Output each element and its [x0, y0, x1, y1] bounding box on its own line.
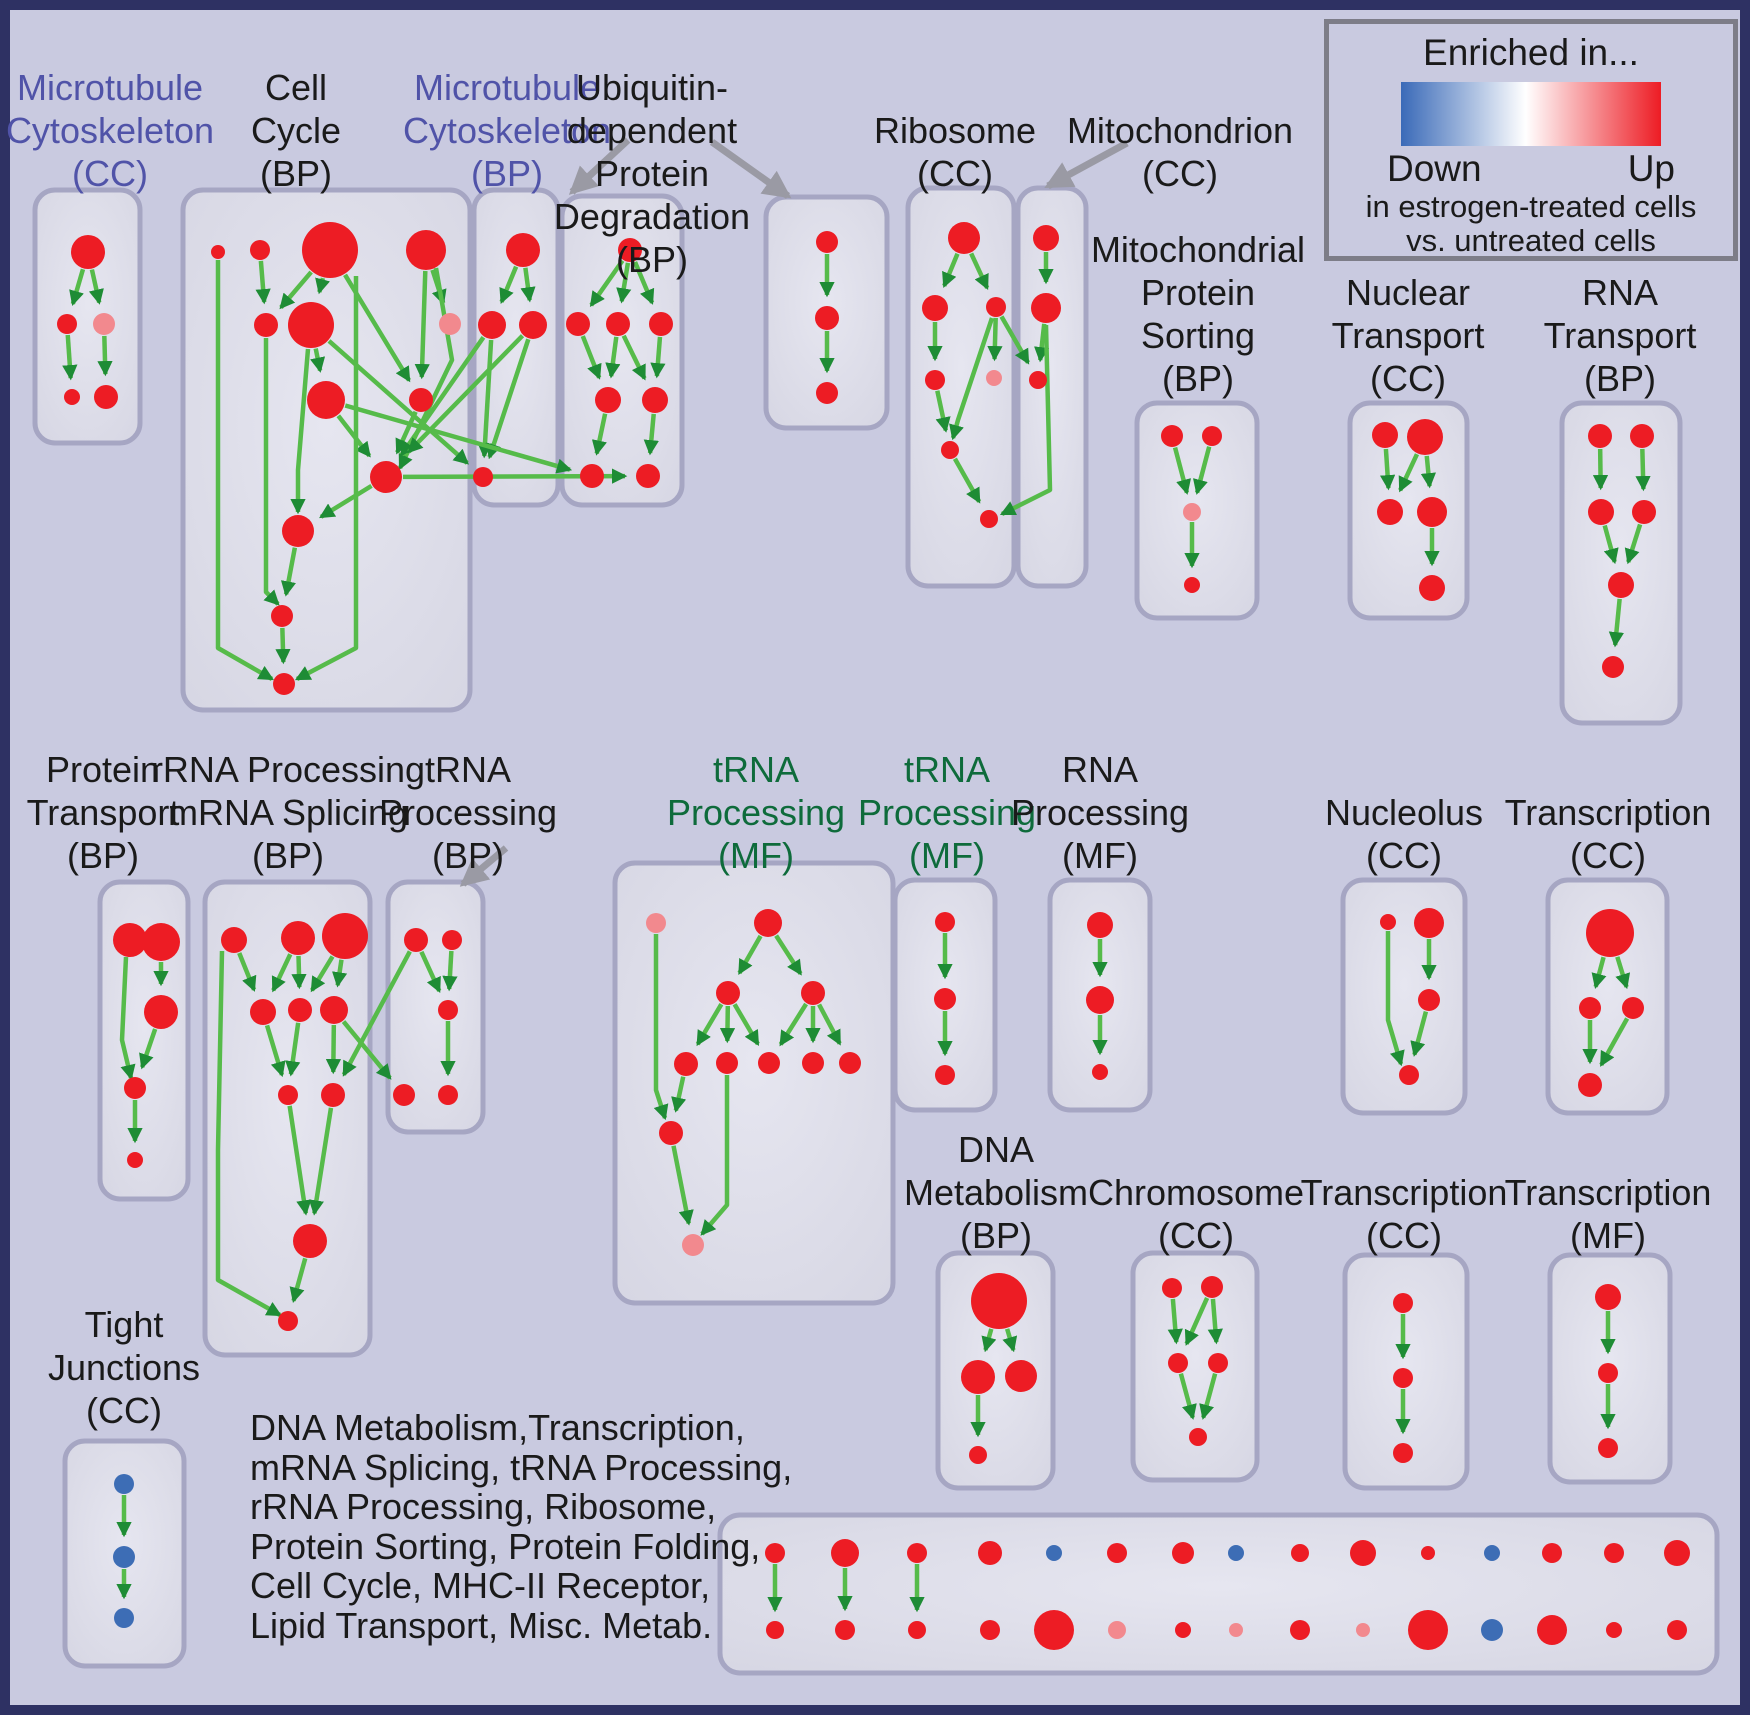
misc-cluster-node-6	[1172, 1542, 1194, 1564]
label-rrna-processing-mrna-splicing-bp: rRNA Processing mRNA Splicing (BP)	[150, 749, 426, 876]
legend-subtitle-line1: in estrogen-treated cells	[1365, 189, 1697, 224]
cell-cycle-node-0	[211, 245, 225, 259]
trna-processing-bp-node-4	[438, 1085, 458, 1105]
rna-transport-node-2	[1588, 499, 1614, 525]
misc-text-line: Cell Cycle, MHC-II Receptor,	[250, 1565, 711, 1606]
trna-processing-mf-large-node-2	[716, 981, 740, 1005]
misc-cluster-box	[720, 1515, 1717, 1673]
ubiquitin-degradation-main-node-2	[606, 312, 630, 336]
transcription-cc-upper-node-0	[1586, 909, 1634, 957]
rna-processing-mf-node-2	[1092, 1064, 1108, 1080]
trna-processing-mf-large-node-4	[674, 1052, 698, 1076]
misc-cluster-node-12	[1542, 1543, 1562, 1563]
dna-metabolism-node-3	[969, 1446, 987, 1464]
trna-processing-bp-node-3	[393, 1084, 415, 1106]
misc-cluster-node-7	[1228, 1545, 1244, 1561]
ubiquitin-degradation-main-node-7	[636, 464, 660, 488]
cell-cycle-edge-12	[282, 628, 283, 662]
label-mitochondrion-cc: Mitochondrion (CC)	[1066, 110, 1294, 194]
cell-cycle-node-6	[439, 313, 461, 335]
rrna-processing-mrna-splicing-node-4	[288, 998, 312, 1022]
rrna-processing-mrna-splicing-edge-7	[333, 1025, 334, 1072]
trna-processing-mf-large-node-3	[801, 981, 825, 1005]
ribosome-node-4	[986, 370, 1002, 386]
nuclear-transport-edge-2	[1427, 456, 1430, 486]
rna-transport-node-1	[1630, 424, 1654, 448]
rna-processing-mf-node-0	[1087, 912, 1113, 938]
nuclear-transport-node-3	[1417, 497, 1447, 527]
mitochondrion-node-1	[1031, 293, 1061, 323]
label-chromosome-cc: Chromosome (CC)	[1087, 1172, 1305, 1256]
trna-processing-mf-large-node-6	[758, 1052, 780, 1074]
chromosome-node-4	[1189, 1428, 1207, 1446]
transcription-cc-upper-node-1	[1579, 997, 1601, 1019]
microtubule-cytoskeleton-cc-edge-3	[104, 336, 105, 374]
transcription-cc-lower-node-0	[1393, 1293, 1413, 1313]
tight-junctions-node-1	[113, 1546, 135, 1568]
transcription-mf-node-0	[1595, 1284, 1621, 1310]
label-cell-cycle-bp: Cell Cycle (BP)	[250, 67, 342, 194]
microtubule-cytoskeleton-cc-edge-2	[68, 335, 71, 378]
mitochondrial-protein-sorting-node-1	[1202, 426, 1222, 446]
trna-processing-mf-large-node-0	[646, 913, 666, 933]
misc-text-line: rRNA Processing, Ribosome,	[250, 1486, 717, 1527]
trna-processing-mf-large-node-10	[682, 1234, 704, 1256]
cell-cycle-node-12	[273, 673, 295, 695]
transcription-mf-node-2	[1598, 1438, 1618, 1458]
misc-text-line: Lipid Transport, Misc. Metab.	[250, 1604, 713, 1646]
microtubule-cytoskeleton-cc-node-2	[93, 313, 115, 335]
ubiquitin-degradation-side-node-0	[816, 231, 838, 253]
legend-down-label: Down	[1387, 148, 1482, 189]
microtubule-cytoskeleton-cc-node-4	[94, 385, 118, 409]
transcription-cc-upper-node-3	[1578, 1073, 1602, 1097]
trna-processing-bp-edge-1	[449, 951, 451, 989]
trna-processing-mf-large-node-9	[659, 1121, 683, 1145]
ribosome-edge-3	[995, 318, 996, 359]
microtubule-cytoskeleton-bp-node-3	[473, 467, 493, 487]
rna-transport-node-4	[1608, 572, 1634, 598]
nucleolus-node-1	[1414, 908, 1444, 938]
chromosome-node-2	[1168, 1353, 1188, 1373]
protein-transport-node-3	[124, 1077, 146, 1099]
mitochondrial-protein-sorting-node-2	[1183, 503, 1201, 521]
ubiquitin-degradation-main-edge-6	[657, 337, 660, 376]
tight-junctions-node-2	[114, 1608, 134, 1628]
label-ribosome-cc: Ribosome (CC)	[873, 110, 1037, 194]
trna-processing-bp-node-0	[404, 928, 428, 952]
misc-categories-text	[250, 1408, 792, 1645]
trna-processing-bp-node-2	[438, 1000, 458, 1020]
label-tight-junctions-cc: Tight Junctions (CC)	[47, 1304, 201, 1431]
cell-cycle-node-2	[302, 222, 358, 278]
misc-cluster-node-13	[1604, 1543, 1624, 1563]
chromosome-node-3	[1208, 1353, 1228, 1373]
trna-processing-mf-large-node-1	[754, 909, 782, 937]
misc-cluster-node-8	[1291, 1544, 1309, 1562]
protein-transport-node-4	[127, 1152, 143, 1168]
cell-cycle-node-4	[254, 313, 278, 337]
microtubule-cytoskeleton-cc-node-1	[57, 314, 77, 334]
ubiquitin-degradation-side-node-2	[816, 382, 838, 404]
misc-cluster-node-18	[980, 1620, 1000, 1640]
cell-cycle-node-11	[271, 605, 293, 627]
rrna-processing-mrna-splicing-node-7	[321, 1083, 345, 1107]
chromosome-node-0	[1162, 1278, 1182, 1298]
misc-cluster-node-21	[1175, 1622, 1191, 1638]
nuclear-transport-node-2	[1377, 499, 1403, 525]
misc-cluster-node-16	[835, 1620, 855, 1640]
transcription-cc-lower-node-2	[1393, 1443, 1413, 1463]
misc-cluster-node-22	[1229, 1623, 1243, 1637]
legend-gradient-bar	[1401, 82, 1661, 146]
misc-cluster-node-29	[1667, 1620, 1687, 1640]
rrna-processing-mrna-splicing-node-5	[320, 996, 348, 1024]
ribosome-node-6	[980, 510, 998, 528]
misc-cluster-node-19	[1034, 1610, 1074, 1650]
trna-processing-mf-large-edge-3	[727, 1006, 728, 1041]
microtubule-cytoskeleton-bp-node-2	[519, 311, 547, 339]
cell-cycle-node-7	[307, 381, 345, 419]
cell-cycle-node-9	[370, 461, 402, 493]
rrna-processing-mrna-splicing-node-8	[293, 1224, 327, 1258]
mitochondrial-protein-sorting-node-0	[1161, 425, 1183, 447]
misc-cluster-node-26	[1481, 1619, 1503, 1641]
misc-cluster-node-28	[1606, 1622, 1622, 1638]
legend-up-label: Up	[1627, 148, 1675, 189]
tight-junctions-node-0	[114, 1474, 134, 1494]
rna-transport-node-3	[1632, 500, 1656, 524]
ubiquitin-degradation-side-node-1	[815, 306, 839, 330]
legend	[1324, 19, 1738, 261]
rna-transport-box	[1562, 403, 1680, 723]
misc-cluster-node-23	[1290, 1620, 1310, 1640]
nuclear-transport-node-1	[1407, 419, 1443, 455]
ubiquitin-degradation-main-node-3	[649, 312, 673, 336]
label-trna-processing-bp: tRNA Processing (BP)	[378, 749, 558, 876]
ubiquitin-degradation-main-node-5	[642, 387, 668, 413]
rrna-processing-mrna-splicing-node-0	[221, 927, 247, 953]
rrna-processing-mrna-splicing-node-2	[322, 913, 368, 959]
ubiquitin-degradation-main-node-4	[595, 387, 621, 413]
misc-cluster-node-24	[1356, 1623, 1370, 1637]
misc-cluster-node-5	[1107, 1543, 1127, 1563]
microtubule-cytoskeleton-bp-node-0	[506, 233, 540, 267]
transcription-cc-lower-node-1	[1393, 1368, 1413, 1388]
misc-cluster-node-14	[1664, 1540, 1690, 1566]
rrna-processing-mrna-splicing-node-9	[278, 1311, 298, 1331]
label-trna-processing-mf-large: tRNA Processing (MF)	[666, 749, 846, 876]
misc-cluster-node-17	[908, 1621, 926, 1639]
chromosome-box	[1133, 1253, 1257, 1480]
transcription-mf-node-1	[1598, 1363, 1618, 1383]
cell-cycle-node-5	[288, 302, 334, 348]
ribosome-node-2	[986, 297, 1006, 317]
transcription-cc-upper-node-2	[1622, 997, 1644, 1019]
label-nuclear-transport-cc: Nuclear Transport (CC)	[1331, 272, 1485, 399]
trna-processing-mf-small-node-1	[934, 988, 956, 1010]
misc-cluster-node-25	[1408, 1610, 1448, 1650]
misc-cluster-node-10	[1421, 1546, 1435, 1560]
label-mitochondrial-protein-sorting-bp: Mitochondrial Protein Sorting (BP)	[1090, 229, 1306, 399]
rna-transport-edge-1	[1642, 449, 1643, 489]
rrna-processing-mrna-splicing-node-3	[250, 999, 276, 1025]
trna-processing-mf-small-node-0	[935, 912, 955, 932]
nucleolus-node-3	[1399, 1065, 1419, 1085]
label-microtubule-cytoskeleton-cc: Microtubule Cytoskeleton (CC)	[5, 67, 215, 194]
rna-transport-node-0	[1588, 424, 1612, 448]
misc-text-line: DNA Metabolism,Transcription,	[250, 1407, 745, 1448]
nucleolus-node-2	[1418, 989, 1440, 1011]
ribosome-node-5	[941, 441, 959, 459]
misc-cluster-node-2	[907, 1543, 927, 1563]
microtubule-cytoskeleton-bp-node-1	[478, 311, 506, 339]
label-protein-transport-bp: Protein Transport (BP)	[26, 749, 180, 876]
misc-cluster-node-11	[1484, 1545, 1500, 1561]
protein-transport-node-0	[113, 923, 147, 957]
misc-text-line: Protein Sorting, Protein Folding,	[250, 1525, 761, 1567]
label-rna-processing-mf: RNA Processing (MF)	[1010, 749, 1190, 876]
ribosome-node-0	[948, 222, 980, 254]
nuclear-transport-edge-0	[1386, 449, 1389, 488]
rrna-processing-mrna-splicing-edge-2	[298, 956, 299, 987]
label-trna-processing-mf-small: tRNA Processing (MF)	[857, 749, 1037, 876]
misc-cluster-node-3	[978, 1541, 1002, 1565]
label-transcription-cc-upper: Transcription (CC)	[1504, 792, 1712, 876]
label-transcription-mf: Transcription (MF)	[1504, 1172, 1712, 1256]
dna-metabolism-node-2	[1005, 1360, 1037, 1392]
protein-transport-node-1	[142, 923, 180, 961]
misc-cluster-node-4	[1046, 1545, 1062, 1561]
misc-text-line: mRNA Splicing, tRNA Processing,	[250, 1446, 793, 1488]
trna-processing-mf-large-node-8	[839, 1052, 861, 1074]
cell-cycle-node-8	[409, 388, 433, 412]
cell-cycle-node-1	[250, 240, 270, 260]
misc-cluster-node-27	[1537, 1615, 1567, 1645]
microtubule-cytoskeleton-cc-node-0	[71, 235, 105, 269]
label-rna-transport-bp: RNA Transport (BP)	[1543, 272, 1697, 399]
misc-cluster-node-1	[831, 1539, 859, 1567]
rna-processing-mf-node-1	[1086, 986, 1114, 1014]
trna-processing-mf-large-node-5	[716, 1052, 738, 1074]
ribosome-node-3	[925, 370, 945, 390]
dna-metabolism-node-0	[971, 1273, 1027, 1329]
ubiquitin-degradation-main-node-0	[618, 238, 642, 262]
cell-cycle-node-3	[406, 230, 446, 270]
misc-cluster-node-9	[1350, 1540, 1376, 1566]
nuclear-transport-node-4	[1419, 575, 1445, 601]
microtubule-cytoskeleton-cc-node-3	[64, 389, 80, 405]
chromosome-node-1	[1201, 1276, 1223, 1298]
nuclear-transport-node-0	[1372, 422, 1398, 448]
rna-transport-edge-0	[1600, 449, 1601, 488]
label-nucleolus-cc: Nucleolus (CC)	[1324, 792, 1484, 876]
cell-cycle-node-10	[282, 515, 314, 547]
rrna-processing-mrna-splicing-node-1	[281, 921, 315, 955]
label-dna-metabolism-bp: DNA Metabolism (BP)	[903, 1129, 1089, 1256]
dna-metabolism-node-1	[961, 1360, 995, 1394]
legend-title: Enriched in...	[1423, 32, 1639, 73]
microtubule-cytoskeleton-cc-box	[35, 190, 140, 443]
mitochondrion-node-2	[1029, 371, 1047, 389]
legend-subtitle-line2: vs. untreated cells	[1406, 223, 1656, 258]
misc-cluster-node-20	[1108, 1621, 1126, 1639]
label-transcription-cc-lower: Transcription (CC)	[1300, 1172, 1508, 1256]
ribosome-node-1	[922, 295, 948, 321]
mitochondrion-node-0	[1033, 225, 1059, 251]
protein-transport-node-2	[144, 995, 178, 1029]
mitochondrial-protein-sorting-node-3	[1184, 577, 1200, 593]
nucleolus-node-0	[1380, 914, 1396, 930]
label-ubiquitin-dependent-protein-degradation-bp: Ubiquitin- dependent Protein Degradation (BP)	[553, 67, 751, 280]
ubiquitin-degradation-main-node-1	[566, 312, 590, 336]
trna-processing-mf-small-node-2	[935, 1065, 955, 1085]
rrna-processing-mrna-splicing-node-6	[278, 1085, 298, 1105]
ubiquitin-degradation-main-node-6	[580, 464, 604, 488]
rna-transport-node-5	[1602, 656, 1624, 678]
trna-processing-mf-large-node-7	[802, 1052, 824, 1074]
trna-processing-bp-node-1	[442, 930, 462, 950]
label-microtubule-cytoskeleton-bp: Microtubule Cytoskeleton (BP)	[402, 67, 612, 194]
